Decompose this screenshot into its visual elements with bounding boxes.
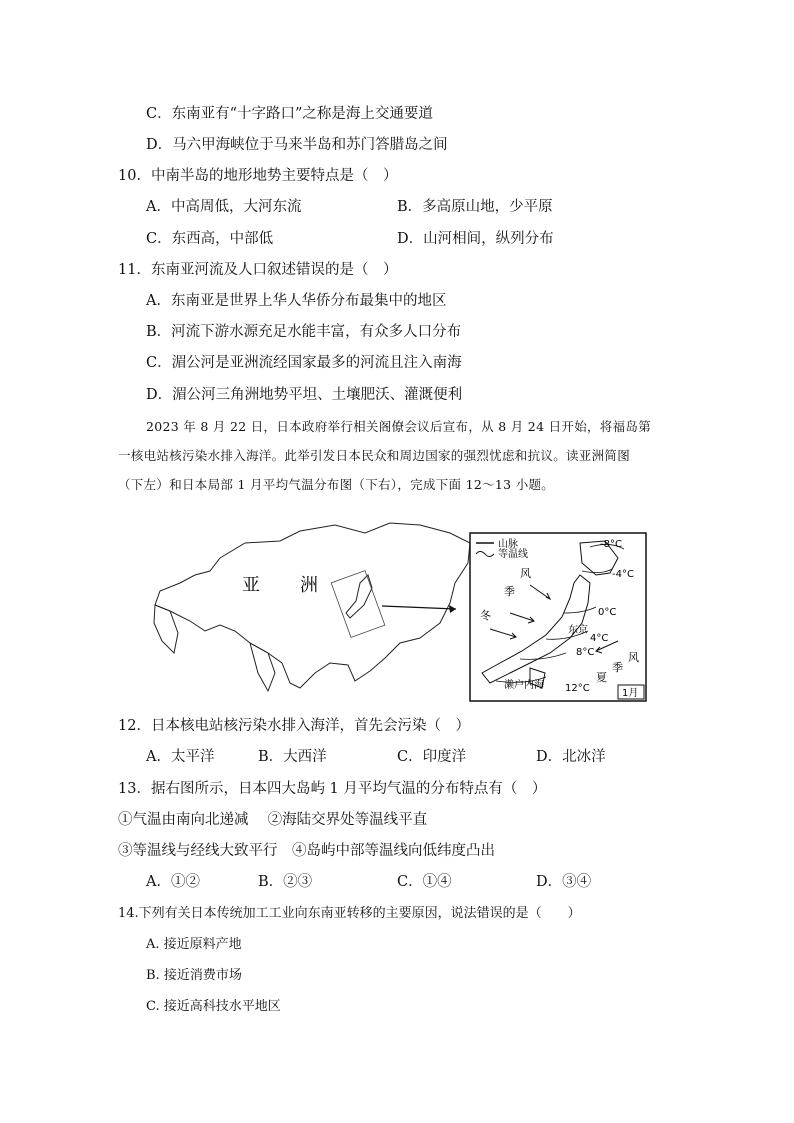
- q13-option-b: B．②③: [258, 874, 313, 890]
- asia-japan-maps: [150, 513, 650, 703]
- winter-wind-char-1: 冬: [480, 609, 491, 622]
- q12-option-a: A．太平洋: [146, 749, 215, 765]
- q9-option-d: D．马六甲海峡位于马来半岛和苏门答腊岛之间: [146, 137, 448, 153]
- q11-option-d: D．湄公河三角洲地势平坦、土壤肥沃、灌溉便利: [146, 387, 463, 403]
- asia-label-1: 亚: [242, 575, 260, 596]
- summer-wind-char-3: 夏: [596, 671, 607, 684]
- map-figure: [150, 513, 650, 703]
- q13-statements-1: ①气温由南向北递减 ②海陆交界处等温线平直: [118, 812, 428, 828]
- passage-line-3: （下左）和日本局部 1 月平均气温分布图（下右），完成下面 12～13 小题。: [118, 477, 555, 492]
- temp-label-minus4: -4°C: [612, 569, 634, 580]
- summer-wind-char-2: 季: [612, 661, 623, 674]
- legend-mountain-label: 山脉: [498, 539, 518, 550]
- asia-map-outline: [155, 523, 470, 688]
- q10-option-d: D．山河相间，纵列分布: [397, 231, 554, 247]
- q10-option-c: C．东西高，中部低: [146, 231, 274, 247]
- q13-statements-2: ③等温线与经线大致平行 ④岛屿中部等温线向低纬度凸出: [118, 843, 495, 859]
- q10-option-a: A．中高周低，大河东流: [146, 199, 302, 215]
- q13-stem: 13．据右图所示，日本四大岛屿 1 月平均气温的分布特点有（ ）: [118, 781, 547, 797]
- q12-option-c: C．印度洋: [397, 749, 467, 765]
- japan-inset-frame: [470, 533, 646, 701]
- q14-option-c: C. 接近高科技水平地区: [146, 999, 281, 1014]
- month-label: 1月: [622, 688, 639, 699]
- q14-option-b: B. 接近消费市场: [146, 968, 242, 983]
- temp-label-12: 12°C: [565, 683, 590, 694]
- pointer-arrow: [382, 606, 456, 609]
- q10-stem: 10．中南半岛的地形地势主要特点是（ ）: [118, 168, 398, 184]
- winter-wind-char-3: 风: [520, 567, 531, 580]
- india-outline: [250, 643, 275, 691]
- winter-wind-char-2: 季: [504, 585, 515, 598]
- q9-option-c: C．东南亚有“十字路口”之称是海上交通要道: [146, 106, 433, 122]
- q13-option-d: D．③④: [536, 874, 592, 890]
- q13-option-c: C．①④: [397, 874, 452, 890]
- pointer-arrowhead: [449, 605, 456, 613]
- q12-stem: 12．日本核电站核污染水排入海洋，首先会污染（ ）: [118, 718, 470, 734]
- temp-label-0: 0°C: [598, 607, 617, 618]
- passage-line-2: 一核电站核污染水排入海洋。此举引发日本民众和周边国家的强烈忧虑和抗议。读亚洲简图: [118, 448, 631, 463]
- summer-wind-char-1: 风: [628, 651, 639, 664]
- q11-option-c: C．湄公河是亚洲流经国家最多的河流且注入南海: [146, 355, 462, 371]
- q11-stem: 11．东南亚河流及人口叙述错误的是（ ）: [118, 262, 398, 278]
- q10-option-b: B．多高原山地，少平原: [397, 199, 553, 215]
- asia-label-2: 洲: [300, 575, 318, 596]
- arabia-outline: [154, 605, 178, 653]
- temp-label-4: 4°C: [590, 633, 609, 644]
- legend-isotherm-label: 等温线: [498, 549, 528, 560]
- temp-label-minus8: -8°C: [600, 539, 622, 550]
- q11-option-a: A．东南亚是世界上华人华侨分布最集中的地区: [146, 293, 447, 309]
- q13-option-a: A．①②: [146, 874, 200, 890]
- tokyo-label: 东京: [568, 625, 588, 636]
- q12-option-d: D．北冰洋: [536, 749, 606, 765]
- temp-label-8: 8°C: [576, 647, 595, 658]
- passage-line-1: 2023 年 8 月 22 日，日本政府举行相关阁僚会议后宣布，从 8 月 24 日开始，将福岛第: [146, 419, 651, 434]
- q14-option-a: A. 接近原料产地: [146, 937, 242, 952]
- japan-highlight-box: [331, 571, 385, 638]
- q12-option-b: B．大西洋: [258, 749, 327, 765]
- q14-stem: 14.下列有关日本传统加工工业向东南亚转移的主要原因，说法错误的是（ ）: [118, 906, 581, 921]
- q11-option-b: B．河流下游水源充足水能丰富，有众多人口分布: [146, 324, 462, 340]
- japan-outline-small: [346, 575, 372, 618]
- seto-sea-label: 濑户内海: [504, 680, 544, 691]
